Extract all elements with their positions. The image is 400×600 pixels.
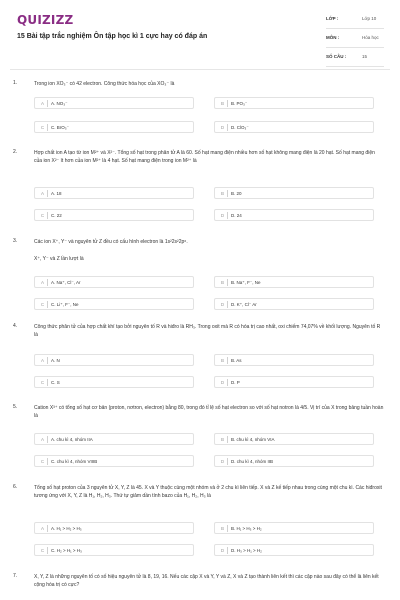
option-a[interactable] — [34, 354, 194, 366]
question-text: X, Y, Z là những nguyên tố có số hiệu nguyên tử là 8, 19, 16. Nếu các cặp X và Y, Y và Z, X và Z tạo thành liên kết thì các cặp nào sau đây có thể là liên kết cộng hóa trị có cực? — [34, 574, 379, 588]
option-text: B. H₁ > H₃ > H₂ — [231, 526, 262, 531]
option-d[interactable] — [214, 209, 374, 221]
option-text: C. S — [51, 380, 60, 385]
option-d[interactable] — [214, 376, 374, 388]
option-text: B. As — [231, 358, 242, 363]
option-letter: C — [38, 124, 48, 131]
option-letter: A — [38, 525, 48, 532]
option-c[interactable] — [34, 376, 194, 388]
option-letter: B — [218, 279, 228, 286]
option-a[interactable] — [34, 97, 194, 109]
option-letter: D — [218, 379, 228, 386]
question-text: Hợp chất ion A tạo từ ion M²⁺ và X²⁻. Tổng số hạt trong phân tử A là 60. Số hạt mang điện nhiều hơn số hạt không mang điện là 20 hạt. Số hạt mang điện của ion X²⁻ ít hơn của ion M²⁺ là 4 hạt. Số hạt mang điện trong ion M²⁺ là — [34, 150, 375, 164]
page-title: 15 Bài tập trắc nghiệm Ôn tập học kì 1 cực hay có đáp án — [17, 33, 208, 40]
option-d[interactable] — [214, 298, 374, 310]
question-text: Tổng số hạt proton của 3 nguyên tử X, Y, Z là 45. X và Y thuộc cùng một nhóm và ở 2 chu kì liên tiếp. X và Z kế tiếp nhau trong cùng một chu kì. Các hiđroxit tương ứng với X, Y, Z là H₁, H₂, H₃. Thứ tự giảm dần tính bazo của H₁, H₂, H₃ là — [34, 485, 382, 499]
option-b[interactable] — [214, 97, 374, 109]
option-text: A. H₁ > H₂ > H₃ — [51, 526, 82, 531]
meta-row-grade — [326, 14, 384, 29]
question-number: 1. — [13, 80, 18, 86]
option-letter: D — [218, 458, 228, 465]
option-text: B. Na⁺, F⁻, Ne — [231, 280, 261, 285]
option-text: C. chu kì 4, nhóm VIIIB — [51, 459, 98, 464]
option-letter: B — [218, 436, 228, 443]
option-d[interactable] — [214, 544, 374, 556]
option-text: B. PO₃⁻ — [231, 101, 248, 106]
option-text: C. Li⁺, F⁻, Ne — [51, 302, 79, 307]
option-text: C. H₂ > H₁ > H₃ — [51, 548, 82, 553]
option-text: B. 20 — [231, 191, 242, 196]
option-letter: A — [38, 436, 48, 443]
option-d[interactable] — [214, 121, 374, 133]
option-text: D. ClO₃⁻ — [231, 125, 249, 130]
meta-value: Hóa học — [362, 35, 379, 40]
question-text: Các ion X⁺, Y⁻ và nguyên tử Z đều có cấu hình electron là 1s²2s²2p⁶. — [34, 239, 188, 245]
option-b[interactable] — [214, 522, 374, 534]
meta-row-subject — [326, 33, 384, 48]
option-text: A. Na⁺, Cl⁻, Ar — [51, 280, 81, 285]
option-letter: A — [38, 279, 48, 286]
question-number: 5. — [13, 404, 18, 410]
option-text: A. 18 — [51, 191, 62, 196]
meta-label: SỐ CÂU : — [326, 54, 347, 59]
meta-label: LỚP : — [326, 16, 339, 21]
option-text: D. 24 — [231, 213, 242, 218]
option-text: D. chu kì 4, nhóm IIB — [231, 459, 274, 464]
option-c[interactable] — [34, 298, 194, 310]
option-letter: B — [218, 525, 228, 532]
option-letter: A — [38, 357, 48, 364]
question-text: Trong ion XO₃⁻ có 42 electron. Công thức hóa học của XO₃⁻ là — [34, 81, 175, 87]
option-b[interactable] — [214, 354, 374, 366]
option-text: B. chu kì 4, nhóm VIA — [231, 437, 275, 442]
quizizz-logo: QUIZIZZ — [17, 13, 74, 27]
option-c[interactable] — [34, 121, 194, 133]
option-a[interactable] — [34, 187, 194, 199]
option-text: D. H₃ > H₁ > H₂ — [231, 548, 262, 553]
option-c[interactable] — [34, 455, 194, 467]
header-divider — [10, 69, 390, 70]
option-letter: C — [38, 458, 48, 465]
option-text: C. 22 — [51, 213, 62, 218]
question-number: 2. — [13, 149, 18, 155]
meta-value: Lớp 10 — [362, 16, 377, 21]
option-letter: D — [218, 301, 228, 308]
option-text: D. P — [231, 380, 240, 385]
option-letter: C — [38, 301, 48, 308]
option-letter: C — [38, 379, 48, 386]
meta-value: 15 — [362, 54, 368, 59]
question-number: 7. — [13, 573, 18, 579]
option-text: D. K⁺, Cl⁻ Ar — [231, 302, 257, 307]
option-c[interactable] — [34, 544, 194, 556]
option-letter: C — [38, 212, 48, 219]
option-b[interactable] — [214, 433, 374, 445]
question-text: Cation X³⁺ có tổng số hạt cơ bản (proton, nơtron, electron) bằng 80, trong đó tỉ lệ số hạt electron so với số hạt notron là 4/5. Vị trí của X trong bảng tuần hoàn là — [34, 405, 384, 419]
question-text: Công thức phân tử của hợp chất khí tạo bởi nguyên tố R và hiđro là RH₃. Trong oxit mà R có hóa trị cao nhất, oxi chiếm 74,07% về khối lượng. Nguyên tố R là — [34, 324, 381, 338]
option-letter: B — [218, 357, 228, 364]
option-text: A. chu kì 4, nhóm IIA — [51, 437, 93, 442]
question-subtext: X⁺, Y⁻ và Z lần lượt là — [34, 256, 84, 262]
option-letter: D — [218, 547, 228, 554]
meta-box — [326, 14, 384, 67]
option-a[interactable] — [34, 433, 194, 445]
option-letter: B — [218, 190, 228, 197]
option-c[interactable] — [34, 209, 194, 221]
option-letter: A — [38, 190, 48, 197]
option-b[interactable] — [214, 187, 374, 199]
question-number: 4. — [13, 323, 18, 329]
question-number: 6. — [13, 484, 18, 490]
option-text: A. N — [51, 358, 60, 363]
option-letter: B — [218, 100, 228, 107]
option-text: C. BrO₃⁻ — [51, 125, 69, 130]
option-a[interactable] — [34, 276, 194, 288]
option-letter: D — [218, 124, 228, 131]
option-text: A. NO₃⁻ — [51, 101, 68, 106]
option-letter: C — [38, 547, 48, 554]
option-letter: A — [38, 100, 48, 107]
option-b[interactable] — [214, 276, 374, 288]
meta-row-count — [326, 52, 384, 67]
meta-label: MÔN : — [326, 35, 340, 40]
option-a[interactable] — [34, 522, 194, 534]
option-letter: D — [218, 212, 228, 219]
question-number: 3. — [13, 238, 18, 244]
option-d[interactable] — [214, 455, 374, 467]
